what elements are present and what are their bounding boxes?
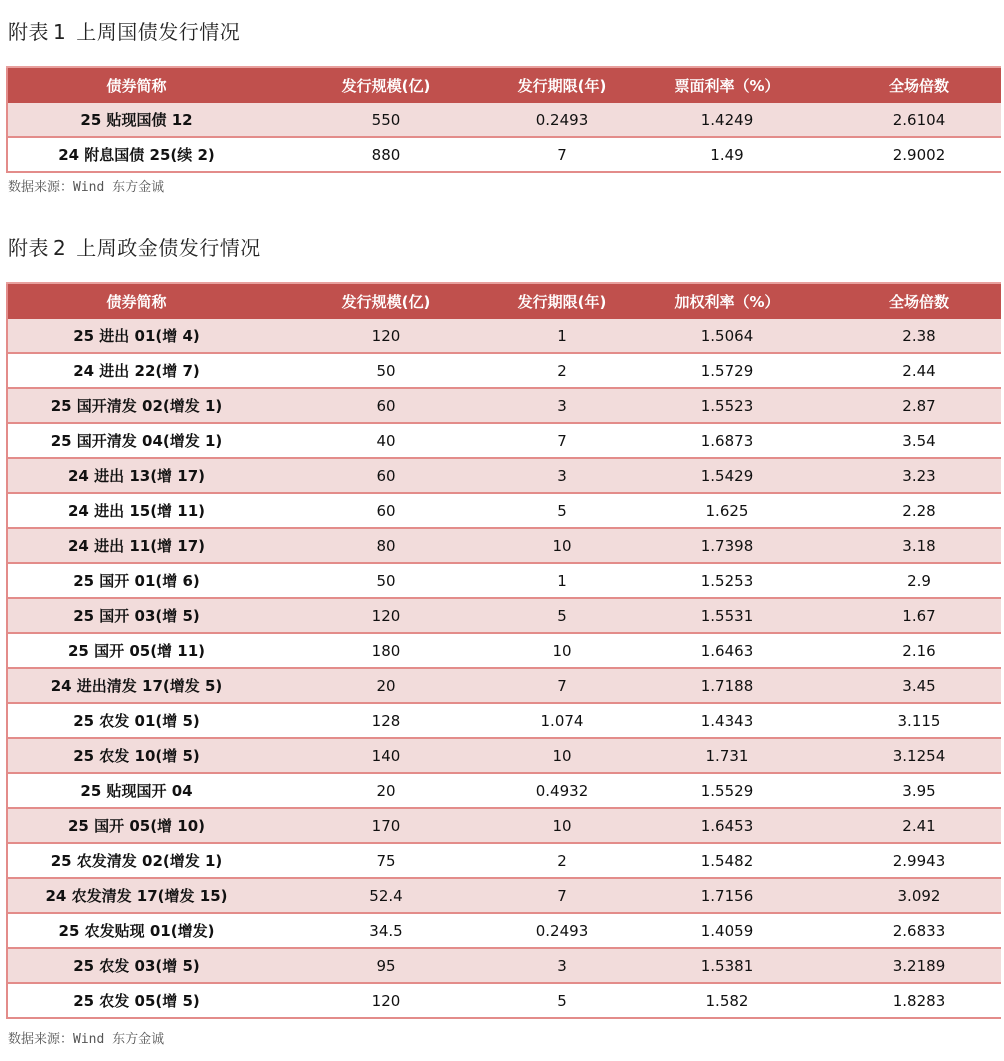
- bid-cover-cell: 3.54: [837, 423, 1001, 458]
- bond-name-cell: 24 附息国债 25(续 2): [7, 137, 265, 172]
- table-row: [7, 878, 1001, 913]
- table-row: [7, 703, 1001, 738]
- header-bid-cover: 全场倍数: [837, 67, 1001, 103]
- table1-caption-number: 1: [53, 20, 67, 44]
- bid-cover-cell: 2.9943: [837, 843, 1001, 878]
- bid-cover-cell: 3.95: [837, 773, 1001, 808]
- policy-bank-bond-table: [6, 282, 1001, 1019]
- bond-name-cell: 25 农发贴现 01(增发): [7, 913, 265, 948]
- rate-cell: 1.5529: [617, 773, 837, 808]
- issue-size-cell: 50: [265, 563, 507, 598]
- rate-cell: 1.5064: [617, 319, 837, 353]
- table-row: [7, 668, 1001, 703]
- issue-size-cell: 80: [265, 528, 507, 563]
- table-row: [7, 633, 1001, 668]
- table1-caption-prefix: 附表: [8, 20, 49, 44]
- table-row: [7, 948, 1001, 983]
- bid-cover-cell: 2.6104: [837, 103, 1001, 137]
- term-cell: 5: [507, 493, 617, 528]
- bid-cover-cell: 2.44: [837, 353, 1001, 388]
- term-cell: 7: [507, 878, 617, 913]
- issue-size-cell: 120: [265, 983, 507, 1018]
- bond-name-cell: 25 农发清发 02(增发 1): [7, 843, 265, 878]
- term-cell: 7: [507, 668, 617, 703]
- bond-name-cell: 25 农发 01(增 5): [7, 703, 265, 738]
- table-row: [7, 563, 1001, 598]
- bond-name-cell: 24 进出清发 17(增发 5): [7, 668, 265, 703]
- issue-size-cell: 20: [265, 668, 507, 703]
- bond-name-cell: 24 农发清发 17(增发 15): [7, 878, 265, 913]
- header-term: 发行期限(年): [507, 67, 617, 103]
- issue-size-cell: 40: [265, 423, 507, 458]
- term-cell: 2: [507, 843, 617, 878]
- rate-cell: 1.5729: [617, 353, 837, 388]
- rate-cell: 1.6453: [617, 808, 837, 843]
- table-row: [7, 103, 1001, 137]
- bond-name-cell: 25 国开 05(增 10): [7, 808, 265, 843]
- table-header-row: [7, 67, 1001, 103]
- table-header-row: [7, 283, 1001, 319]
- table-row: [7, 423, 1001, 458]
- term-cell: 1.074: [507, 703, 617, 738]
- header-issue-size: 发行规模(亿): [265, 283, 507, 319]
- table-row: [7, 458, 1001, 493]
- table-row: [7, 493, 1001, 528]
- issue-size-cell: 75: [265, 843, 507, 878]
- table1-caption-title: 上周国债发行情况: [76, 20, 241, 44]
- bid-cover-cell: 3.18: [837, 528, 1001, 563]
- bid-cover-cell: 2.87: [837, 388, 1001, 423]
- bid-cover-cell: 1.8283: [837, 983, 1001, 1018]
- issue-size-cell: 60: [265, 458, 507, 493]
- table-row: [7, 738, 1001, 773]
- header-term: 发行期限(年): [507, 283, 617, 319]
- bid-cover-cell: 1.67: [837, 598, 1001, 633]
- rate-cell: 1.4249: [617, 103, 837, 137]
- bid-cover-cell: 2.28: [837, 493, 1001, 528]
- bid-cover-cell: 2.9002: [837, 137, 1001, 172]
- term-cell: 5: [507, 598, 617, 633]
- table-row: [7, 598, 1001, 633]
- table2-source-note: 数据来源：Wind 东方金诚: [8, 1032, 165, 1047]
- rate-cell: 1.582: [617, 983, 837, 1018]
- table1-caption: [8, 16, 240, 45]
- issue-size-cell: 52.4: [265, 878, 507, 913]
- bond-name-cell: 25 农发 03(增 5): [7, 948, 265, 983]
- term-cell: 10: [507, 528, 617, 563]
- bid-cover-cell: 3.1254: [837, 738, 1001, 773]
- issue-size-cell: 50: [265, 353, 507, 388]
- rate-cell: 1.6463: [617, 633, 837, 668]
- table-row: [7, 388, 1001, 423]
- bond-name-cell: 25 贴现国债 12: [7, 103, 265, 137]
- header-bond-name: 债券简称: [7, 67, 265, 103]
- table-row: [7, 137, 1001, 172]
- term-cell: 7: [507, 137, 617, 172]
- issue-size-cell: 180: [265, 633, 507, 668]
- issue-size-cell: 95: [265, 948, 507, 983]
- table-row: [7, 913, 1001, 948]
- term-cell: 0.4932: [507, 773, 617, 808]
- bid-cover-cell: 3.115: [837, 703, 1001, 738]
- header-issue-size: 发行规模(亿): [265, 67, 507, 103]
- bond-name-cell: 25 国开清发 04(增发 1): [7, 423, 265, 458]
- term-cell: 10: [507, 633, 617, 668]
- rate-cell: 1.5523: [617, 388, 837, 423]
- bid-cover-cell: 3.092: [837, 878, 1001, 913]
- issue-size-cell: 550: [265, 103, 507, 137]
- term-cell: 1: [507, 319, 617, 353]
- header-weighted-rate: 加权利率（%）: [617, 283, 837, 319]
- treasury-table-body: [7, 103, 1001, 172]
- rate-cell: 1.4343: [617, 703, 837, 738]
- rate-cell: 1.7398: [617, 528, 837, 563]
- bond-name-cell: 24 进出 15(增 11): [7, 493, 265, 528]
- rate-cell: 1.5429: [617, 458, 837, 493]
- term-cell: 3: [507, 388, 617, 423]
- bid-cover-cell: 2.16: [837, 633, 1001, 668]
- bond-name-cell: 25 国开 03(增 5): [7, 598, 265, 633]
- rate-cell: 1.625: [617, 493, 837, 528]
- rate-cell: 1.5253: [617, 563, 837, 598]
- bid-cover-cell: 3.45: [837, 668, 1001, 703]
- table1-source-note: 数据来源：Wind 东方金诚: [8, 180, 165, 195]
- issue-size-cell: 60: [265, 493, 507, 528]
- table2-caption-number: 2: [53, 236, 67, 260]
- term-cell: 7: [507, 423, 617, 458]
- table-row: [7, 353, 1001, 388]
- rate-cell: 1.6873: [617, 423, 837, 458]
- table2-caption-prefix: 附表: [8, 236, 49, 260]
- bond-name-cell: 24 进出 13(增 17): [7, 458, 265, 493]
- policy-bank-table-body: [7, 319, 1001, 1018]
- header-coupon-rate: 票面利率（%）: [617, 67, 837, 103]
- table-row: [7, 528, 1001, 563]
- table-row: [7, 808, 1001, 843]
- issue-size-cell: 120: [265, 319, 507, 353]
- bid-cover-cell: 2.41: [837, 808, 1001, 843]
- bid-cover-cell: 2.6833: [837, 913, 1001, 948]
- term-cell: 5: [507, 983, 617, 1018]
- rate-cell: 1.49: [617, 137, 837, 172]
- term-cell: 3: [507, 948, 617, 983]
- table-row: [7, 843, 1001, 878]
- issue-size-cell: 880: [265, 137, 507, 172]
- term-cell: 0.2493: [507, 103, 617, 137]
- table-row: [7, 319, 1001, 353]
- bond-name-cell: 25 进出 01(增 4): [7, 319, 265, 353]
- issue-size-cell: 60: [265, 388, 507, 423]
- rate-cell: 1.5531: [617, 598, 837, 633]
- term-cell: 1: [507, 563, 617, 598]
- table2-caption-title: 上周政金债发行情况: [76, 236, 261, 260]
- rate-cell: 1.7156: [617, 878, 837, 913]
- table2-caption: [8, 232, 261, 261]
- table-row: [7, 773, 1001, 808]
- bond-name-cell: 25 国开 01(增 6): [7, 563, 265, 598]
- bid-cover-cell: 3.23: [837, 458, 1001, 493]
- bid-cover-cell: 2.38: [837, 319, 1001, 353]
- term-cell: 0.2493: [507, 913, 617, 948]
- rate-cell: 1.5482: [617, 843, 837, 878]
- rate-cell: 1.5381: [617, 948, 837, 983]
- header-bond-name: 债券简称: [7, 283, 265, 319]
- bid-cover-cell: 2.9: [837, 563, 1001, 598]
- bond-name-cell: 25 国开 05(增 11): [7, 633, 265, 668]
- bond-name-cell: 24 进出 22(增 7): [7, 353, 265, 388]
- issue-size-cell: 120: [265, 598, 507, 633]
- issue-size-cell: 170: [265, 808, 507, 843]
- bond-name-cell: 24 进出 11(增 17): [7, 528, 265, 563]
- bond-name-cell: 25 农发 10(增 5): [7, 738, 265, 773]
- bond-name-cell: 25 贴现国开 04: [7, 773, 265, 808]
- term-cell: 2: [507, 353, 617, 388]
- term-cell: 10: [507, 808, 617, 843]
- bond-name-cell: 25 农发 05(增 5): [7, 983, 265, 1018]
- issue-size-cell: 34.5: [265, 913, 507, 948]
- term-cell: 3: [507, 458, 617, 493]
- treasury-bond-table: [6, 66, 1001, 173]
- rate-cell: 1.7188: [617, 668, 837, 703]
- issue-size-cell: 20: [265, 773, 507, 808]
- term-cell: 10: [507, 738, 617, 773]
- table-row: [7, 983, 1001, 1018]
- rate-cell: 1.4059: [617, 913, 837, 948]
- issue-size-cell: 128: [265, 703, 507, 738]
- bid-cover-cell: 3.2189: [837, 948, 1001, 983]
- bond-name-cell: 25 国开清发 02(增发 1): [7, 388, 265, 423]
- issue-size-cell: 140: [265, 738, 507, 773]
- rate-cell: 1.731: [617, 738, 837, 773]
- header-bid-cover: 全场倍数: [837, 283, 1001, 319]
